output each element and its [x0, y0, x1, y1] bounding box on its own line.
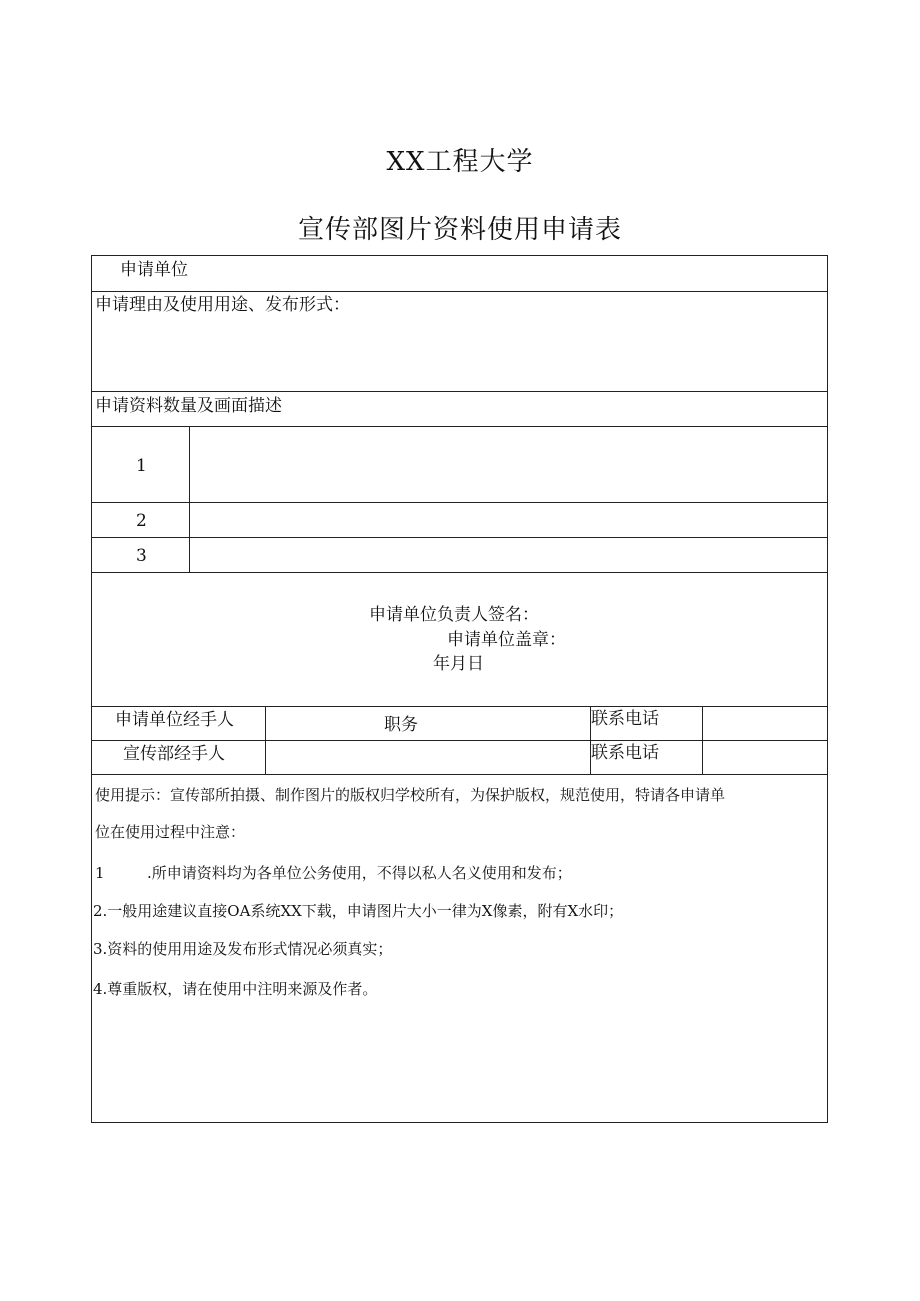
column-divider	[702, 706, 703, 774]
note-item: .所申请资料均为各单位公务使用，不得以私人名义使用和发布；	[147, 864, 572, 882]
unit-handler-label: 申请单位经手人	[115, 710, 234, 730]
form-title: 宣传部图片资料使用申请表	[297, 215, 622, 245]
row-divider	[92, 502, 827, 503]
applicant-unit-label: 申请单位	[120, 260, 188, 280]
row-divider	[92, 537, 827, 538]
row-divider	[92, 291, 827, 292]
note-item-number: 1	[95, 864, 105, 882]
leader-signature-label: 申请单位负责人签名：	[369, 605, 539, 625]
row-divider	[92, 391, 827, 392]
note-item: 2.一般用途建议直接OA系统XX下载，申请图片大小一律为X像素，附有X水印；	[93, 902, 624, 920]
row-divider	[92, 774, 827, 775]
row-number: 1	[136, 456, 147, 476]
position-label: 职务	[384, 715, 418, 735]
row-divider	[92, 572, 827, 573]
notes-intro-continued: 位在使用过程中注意：	[95, 823, 246, 841]
column-divider	[265, 706, 266, 774]
row-divider	[92, 740, 827, 741]
date-label: 年月日	[433, 654, 484, 674]
notes-intro: 使用提示：宣传部所拍摄、制作图片的版权归学校所有，为保护版权，规范使用，特请各申请单	[95, 786, 726, 804]
reason-label: 申请理由及使用用途、发布形式：	[95, 295, 350, 315]
application-form-table	[91, 255, 828, 1123]
materials-label: 申请资料数量及画面描述	[95, 396, 282, 416]
column-divider	[189, 426, 190, 572]
note-item: 4.尊重版权，请在使用中注明来源及作者。	[93, 980, 378, 998]
row-number: 2	[136, 511, 147, 531]
dept-handler-label: 宣传部经手人	[123, 744, 225, 764]
note-item: 3.资料的使用用途及发布形式情况必须真实；	[93, 940, 393, 958]
phone-label: 联系电话	[591, 709, 659, 729]
phone-label: 联系电话	[591, 743, 659, 763]
row-divider	[92, 426, 827, 427]
row-number: 3	[136, 546, 147, 566]
row-divider	[92, 706, 827, 707]
university-title: XX工程大学	[386, 147, 534, 177]
unit-seal-label: 申请单位盖章：	[447, 630, 566, 650]
